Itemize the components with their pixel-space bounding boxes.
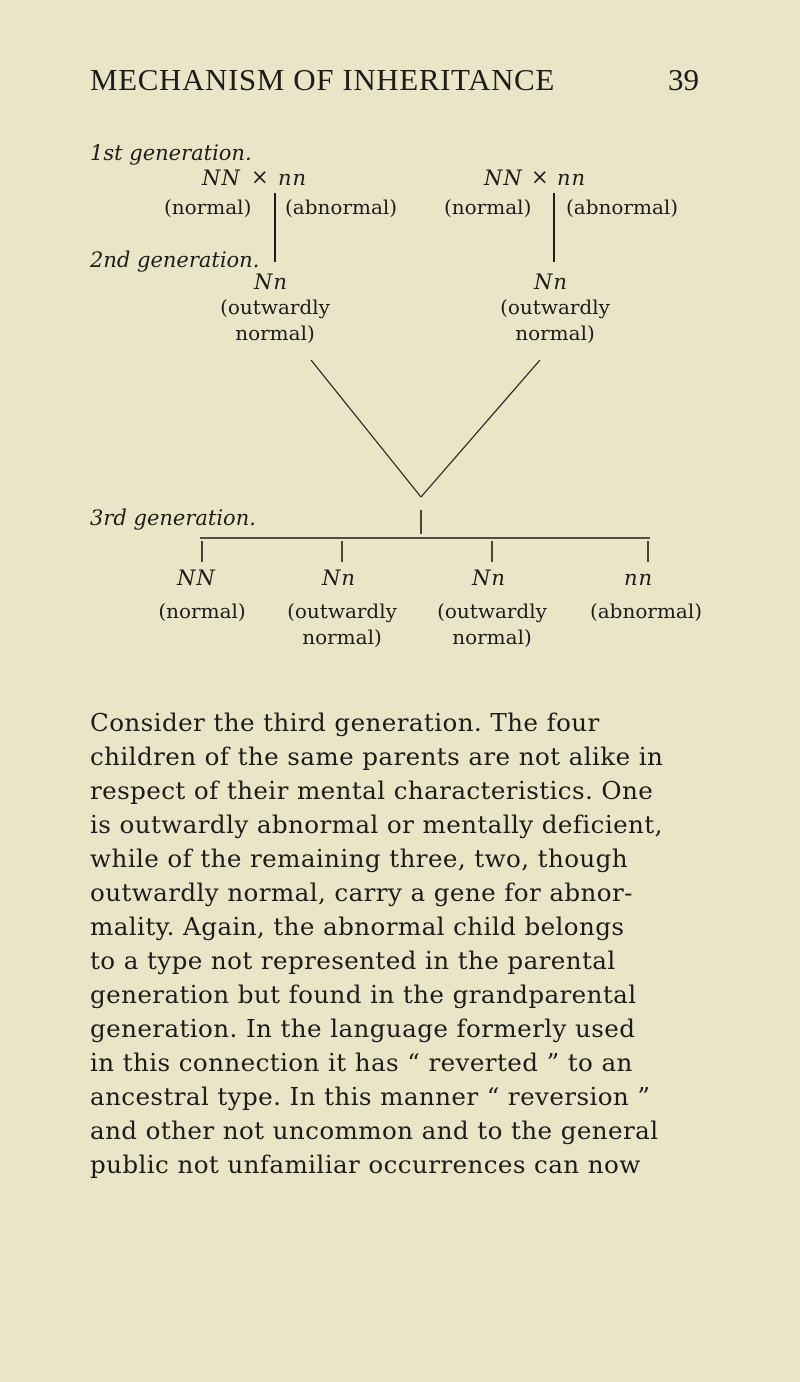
child-4-genotype: nn — [624, 566, 654, 590]
running-title: MECHANISM OF INHERITANCE — [90, 62, 555, 97]
left-parent-b: nn — [278, 166, 308, 190]
child-3-label-2: normal) — [452, 625, 532, 649]
right-parent-b-label: (abnormal) — [566, 195, 679, 219]
right-parent-a-label: (normal) — [444, 195, 532, 219]
paragraph-line: generation. In the language formerly used — [90, 1014, 636, 1043]
child-1-label-1: (normal) — [158, 599, 246, 623]
left-parent-a-label: (normal) — [164, 195, 252, 219]
left-offspring-genotype: Nn — [254, 270, 288, 294]
paragraph-line: is outwardly abnormal or mentally deficient, — [90, 810, 663, 839]
left-parent-a: NN — [202, 166, 241, 190]
left-offspring-label-2: normal) — [235, 321, 315, 345]
paragraph-line: in this connection it has “ reverted ” to an — [90, 1048, 633, 1077]
paragraph-line: to a type not represented in the parental — [90, 946, 616, 975]
paragraph-line: generation but found in the grandparental — [90, 980, 637, 1009]
right-offspring-label-1: (outwardly — [500, 295, 610, 319]
paragraph-line: and other not uncommon and to the general — [90, 1116, 659, 1145]
paragraph-line: outwardly normal, carry a gene for abnor- — [90, 878, 633, 907]
gen3-label: 3rd generation. — [90, 506, 256, 530]
body-paragraph — [90, 706, 720, 1182]
paragraph-line: Consider the third generation. The four — [90, 708, 600, 737]
right-cross-sign: × — [531, 165, 549, 189]
paragraph-line: children of the same parents are not alike in — [90, 742, 664, 771]
paragraph-line: while of the remaining three, two, though — [90, 844, 629, 873]
child-3-genotype: Nn — [472, 566, 506, 590]
child-1-genotype: NN — [177, 566, 216, 590]
child-4-label-1: (abnormal) — [589, 599, 703, 623]
paragraph-line: public not unfamiliar occurrences can now — [90, 1150, 641, 1179]
page-number: 39 — [668, 62, 699, 97]
left-offspring-label-1: (outwardly — [220, 295, 330, 319]
right-offspring-label-2: normal) — [515, 321, 595, 345]
child-3-label-1: (outwardly — [437, 599, 547, 623]
left-cross-sign: × — [251, 165, 269, 189]
child-2-label-1: (outwardly — [287, 599, 397, 623]
right-parent-b: nn — [557, 166, 587, 190]
paragraph-line: ancestral type. In this manner “ reversion ” — [90, 1082, 651, 1111]
gen1-label: 1st generation. — [90, 141, 252, 165]
paragraph-line: mality. Again, the abnormal child belongs — [90, 912, 625, 941]
child-2-label-2: normal) — [302, 625, 382, 649]
right-diagonal-line — [421, 360, 540, 497]
paragraph-line: respect of their mental characteristics. One — [90, 776, 654, 805]
right-parent-a: NN — [484, 166, 523, 190]
left-diagonal-line — [311, 360, 421, 497]
gen2-label: 2nd generation. — [90, 248, 260, 272]
right-offspring-genotype: Nn — [534, 270, 568, 294]
child-2-genotype: Nn — [322, 566, 356, 590]
left-parent-b-label: (abnormal) — [285, 195, 398, 219]
